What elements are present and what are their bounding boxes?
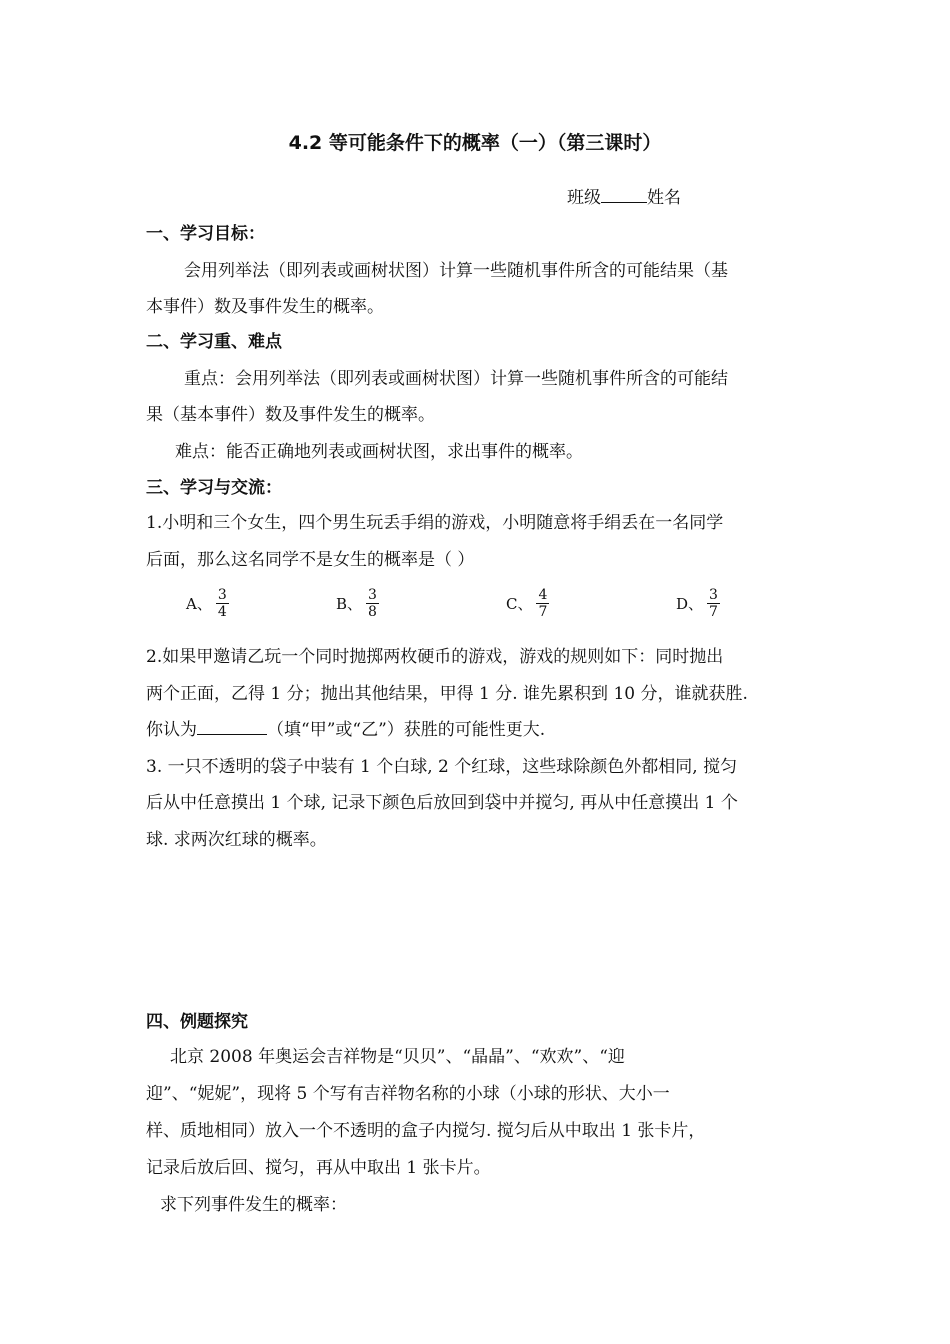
question-1-line-2: 后面，那么这名同学不是女生的概率是（ ） <box>146 550 475 570</box>
example-line-2: 迎”、“妮妮”，现将 5 个写有吉祥物名称的小球（小球的形状、大小一 <box>146 1084 670 1104</box>
class-blank <box>601 188 647 203</box>
difficult-point: 难点：能否正确地列表或画树状图，求出事件的概率。 <box>175 442 583 462</box>
key-point-line-2: 果（基本事件）数及事件发生的概率。 <box>146 405 435 425</box>
option-label: C、 <box>506 594 533 613</box>
denominator: 7 <box>709 603 718 620</box>
section-2-heading: 二、学习重、难点 <box>146 332 282 352</box>
denominator: 8 <box>368 603 377 620</box>
section-1-heading: 一、学习目标： <box>146 224 265 244</box>
question-2-line-2: 两个正面，乙得 1 分；抛出其他结果，甲得 1 分. 谁先累积到 10 分，谁就获胜. <box>146 684 748 704</box>
option-d <box>676 580 720 626</box>
option-b <box>336 580 379 626</box>
page-title: 4.2 等可能条件下的概率（一）（第三课时） <box>288 132 662 154</box>
numerator: 4 <box>538 586 548 603</box>
numerator: 3 <box>368 586 377 603</box>
option-label: D、 <box>676 594 704 613</box>
option-a <box>186 580 229 626</box>
example-line-3: 样、质地相同）放入一个不透明的盒子内搅匀. 搅匀后从中取出 1 张卡片， <box>146 1121 706 1141</box>
option-label: B、 <box>336 594 363 613</box>
key-point-line-1: 重点：会用列举法（即列表或画树状图）计算一些随机事件所含的可能结 <box>184 369 728 389</box>
name-label: 姓名 <box>647 188 681 208</box>
section-3-heading: 三、学习与交流： <box>146 478 282 498</box>
option-fraction <box>216 587 229 620</box>
numerator: 3 <box>709 586 718 603</box>
option-fraction <box>536 587 549 620</box>
numerator: 3 <box>217 586 227 603</box>
question-1-line-1: 1.小明和三个女生，四个男生玩丢手绢的游戏，小明随意将手绢丢在一名同学 <box>146 513 724 533</box>
option-fraction <box>366 587 379 620</box>
question-3-line-1: 3. 一只不透明的袋子中装有 1 个白球, 2 个红球，这些球除颜色外都相同, 搅匀 <box>146 757 738 777</box>
example-line-4: 记录后放后回、搅匀，再从中取出 1 张卡片。 <box>146 1158 491 1178</box>
option-fraction <box>707 587 720 620</box>
option-c <box>506 580 549 626</box>
class-name-line <box>567 183 681 208</box>
example-line-1: 北京 2008 年奥运会吉祥物是“贝贝”、“晶晶”、“欢欢”、“迎 <box>170 1047 625 1067</box>
question-2-suffix: （填“甲”或“乙”）获胜的可能性更大. <box>267 720 546 740</box>
section-4-heading: 四、例题探究 <box>146 1012 248 1032</box>
section-1-line-2: 本事件）数及事件发生的概率。 <box>146 297 384 317</box>
section-1-line-1: 会用列举法（即列表或画树状图）计算一些随机事件所含的可能结果（基 <box>184 261 728 281</box>
question-3-line-3: 球. 求两次红球的概率。 <box>146 830 327 850</box>
example-question: 求下列事件发生的概率： <box>160 1195 347 1215</box>
question-2-line-1: 2.如果甲邀请乙玩一个同时抛掷两枚硬币的游戏，游戏的规则如下：同时抛出 <box>146 647 724 667</box>
denominator: 4 <box>217 603 227 620</box>
answer-blank <box>197 720 267 735</box>
class-label: 班级 <box>567 188 601 208</box>
denominator: 7 <box>538 603 548 620</box>
question-2-prefix: 你认为 <box>146 720 197 740</box>
option-label: A、 <box>186 594 212 613</box>
question-3-line-2: 后从中任意摸出 1 个球, 记录下颜色后放回到袋中并搅匀, 再从中任意摸出 1 个 <box>146 793 738 813</box>
question-2-line-3 <box>146 715 545 740</box>
